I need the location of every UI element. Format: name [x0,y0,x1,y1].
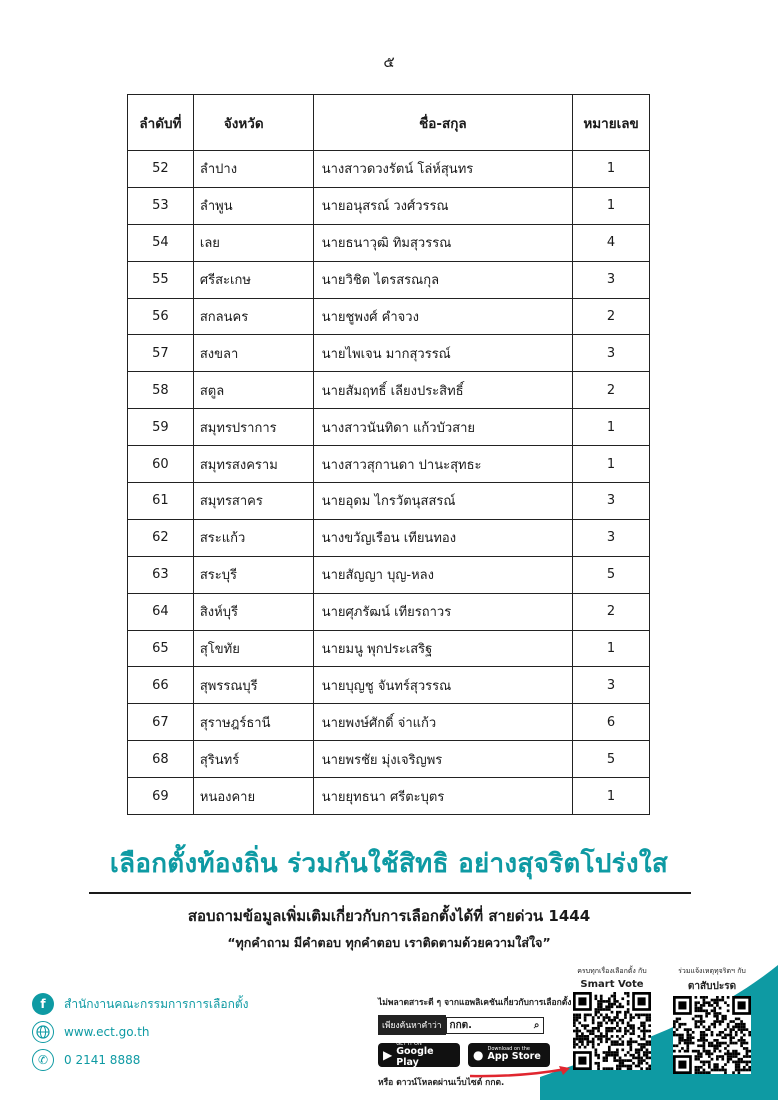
app-note: ไม่พลาดสาระดี ๆ จากแอพลิเคชันเกี่ยวกับการเลือกตั้ง [378,998,572,1008]
table-row [128,556,650,593]
google-play-icon: ▶ [383,1048,393,1062]
cell-number: 3 [573,519,650,556]
cell-province: สุพรรณบุรี [193,667,313,704]
cell-number: 3 [573,483,650,520]
cell-number: 2 [573,298,650,335]
cell-name: นายพงษ์ศักดิ์ จ่าแก้ว [313,704,572,741]
cell-no: 60 [128,446,194,483]
search-term: กกต. [449,1019,472,1031]
cell-name: นายอุดม ไกรวัตนุสสรณ์ [313,483,572,520]
cell-no: 55 [128,261,194,298]
table-row [128,630,650,667]
cell-number: 2 [573,372,650,409]
cell-province: สมุทรสาคร [193,483,313,520]
phone-icon: ✆ [32,1049,54,1071]
cell-name: นายบุญชู จันทร์สุวรรณ [313,667,572,704]
cell-province: ลำปาง [193,151,313,188]
cell-number: 3 [573,335,650,372]
qr-smart-vote[interactable] [570,966,654,1074]
app-search-row [378,1015,563,1035]
cell-number: 6 [573,704,650,741]
cell-number: 1 [573,151,650,188]
app-store-label: App Store [487,1051,541,1063]
header-name: ชื่อ-สกุล [313,95,572,151]
google-play-label: Google Play [396,1046,434,1068]
store-buttons [378,1043,563,1067]
cell-name: นายไพเจน มากสุวรรณ์ [313,335,572,372]
cell-number: 2 [573,593,650,630]
qr-code-icon [673,996,751,1074]
search-icon: ⌕ [533,1019,540,1031]
table-row [128,151,650,188]
cell-province: สมุทรสงคราม [193,446,313,483]
cell-number: 1 [573,446,650,483]
table-row [128,372,650,409]
table-row [128,593,650,630]
table-header-row [128,95,650,151]
cell-name: นายวิชิต ไตรสรณกุล [313,261,572,298]
cell-no: 54 [128,224,194,261]
cell-number: 1 [573,778,650,815]
cell-province: สมุทรปราการ [193,409,313,446]
motto-quote: “ทุกคำถาม มีคำตอบ ทุกคำตอบ เราติดตามด้วยความใส่ใจ” [227,935,551,950]
cell-no: 56 [128,298,194,335]
cell-province: สุราษฎร์ธานี [193,704,313,741]
globe-icon [32,1021,54,1043]
qr-code-icon [573,992,651,1070]
header-number: หมายเลข [573,95,650,151]
cell-name: นายสัมฤทธิ์ เลียงประสิทธิ์ [313,372,572,409]
cell-number: 1 [573,630,650,667]
cell-name: นายศุภรัฒน์ เทียรถาวร [313,593,572,630]
table-row [128,519,650,556]
cell-province: ศรีสะเกษ [193,261,313,298]
table-row [128,667,650,704]
cell-name: นางสาวสุกานดา ปานะสุทธะ [313,446,572,483]
cell-no: 53 [128,187,194,224]
cell-province: สกลนคร [193,298,313,335]
google-play-button[interactable] [378,1043,460,1067]
cell-province: หนองคาย [193,778,313,815]
cell-name: นายพรชัย มุ่งเจริญพร [313,741,572,778]
cell-no: 61 [128,483,194,520]
cell-province: ลำพูน [193,187,313,224]
cell-number: 3 [573,261,650,298]
cell-name: นางสาวดวงรัตน์ โล่ห์สุนทร [313,151,572,188]
footer-divider [89,892,691,894]
app-search-box [446,1017,544,1034]
org-name: สำนักงานคณะกรรมการการเลือกตั้ง [64,996,249,1011]
table-body [128,151,650,815]
header-province: จังหวัด [193,95,313,151]
contact-website[interactable] [32,1021,150,1043]
cell-no: 63 [128,556,194,593]
cell-no: 69 [128,778,194,815]
table-row [128,335,650,372]
cell-province: สตูล [193,372,313,409]
cell-name: นางสาวนันทิดา แก้วบัวสาย [313,409,572,446]
page-number: ๕ [383,53,395,71]
search-label: เพียงค้นหาคำว่า [378,1015,446,1035]
contact-facebook[interactable] [32,993,248,1015]
table-row [128,741,650,778]
qr-tasapparot-caption-small: ร่วมแจ้งเหตุทุจริตฯ กับ [678,967,746,975]
cell-province: สระแก้ว [193,519,313,556]
website-url: www.ect.go.th [64,1025,150,1039]
table-row [128,409,650,446]
hotline-text: สอบถามข้อมูลเพิ่มเติมเกี่ยวกับการเลือกตั้งได้ที่ สายด่วน 1444 [187,907,591,925]
web-download-note: หรือ ดาวน์โหลดผ่านเว็บไซต์ กกต. [378,1078,505,1088]
app-promo [378,995,572,1089]
candidate-table [127,94,650,815]
cell-name: นายสัญญา บุญ-หลง [313,556,572,593]
cell-name: นายยุทธนา ศรีตะบุตร [313,778,572,815]
apple-icon: ● [473,1048,484,1062]
cell-name: นายมนู พุกประเสริฐ [313,630,572,667]
cell-no: 67 [128,704,194,741]
cell-province: สุโขทัย [193,630,313,667]
cell-province: สงขลา [193,335,313,372]
cell-number: 5 [573,741,650,778]
contact-phone[interactable] [32,1049,140,1071]
app-store-button[interactable] [468,1043,550,1067]
table-row [128,298,650,335]
facebook-icon: f [32,993,54,1015]
cell-number: 5 [573,556,650,593]
cell-number: 1 [573,409,650,446]
cell-no: 66 [128,667,194,704]
cell-province: สุรินทร์ [193,741,313,778]
cell-no: 65 [128,630,194,667]
cell-no: 58 [128,372,194,409]
table-row [128,187,650,224]
cell-no: 68 [128,741,194,778]
cell-name: นายอนุสรณ์ วงศ์วรรณ [313,187,572,224]
table-row [128,261,650,298]
cell-number: 1 [573,187,650,224]
red-arrow-icon [466,1065,576,1079]
cell-province: สระบุรี [193,556,313,593]
cell-province: เลย [193,224,313,261]
qr-smartvote-caption-small: ครบทุกเรื่องเลือกตั้ง กับ [577,967,647,975]
table-row [128,224,650,261]
phone-number: 0 2141 8888 [64,1053,141,1067]
cell-no: 52 [128,151,194,188]
cell-no: 62 [128,519,194,556]
cell-no: 59 [128,409,194,446]
cell-no: 57 [128,335,194,372]
table-row [128,446,650,483]
cell-number: 4 [573,224,650,261]
table-row [128,483,650,520]
cell-name: นายชูพงศ์ คำจวง [313,298,572,335]
qr-tasapparot[interactable] [670,966,754,1078]
header-no: ลำดับที่ [128,95,194,151]
qr-smartvote-caption: Smart Vote [580,979,644,990]
cell-number: 3 [573,667,650,704]
qr-tasapparot-caption: ตาสับปะรด [687,981,737,992]
campaign-slogan: เลือกตั้งท้องถิ่น ร่วมกันใช้สิทธิ อย่างสุจริตโปร่งใส [109,849,669,879]
table-row [128,704,650,741]
table-row [128,778,650,815]
cell-no: 64 [128,593,194,630]
cell-name: นางขวัญเรือน เทียนทอง [313,519,572,556]
app-store-small-text: Download on the [487,1046,530,1053]
cell-province: สิงห์บุรี [193,593,313,630]
cell-name: นายธนาวุฒิ ทิมสุวรรณ [313,224,572,261]
google-play-small-text: GET IT ON [396,1041,422,1048]
